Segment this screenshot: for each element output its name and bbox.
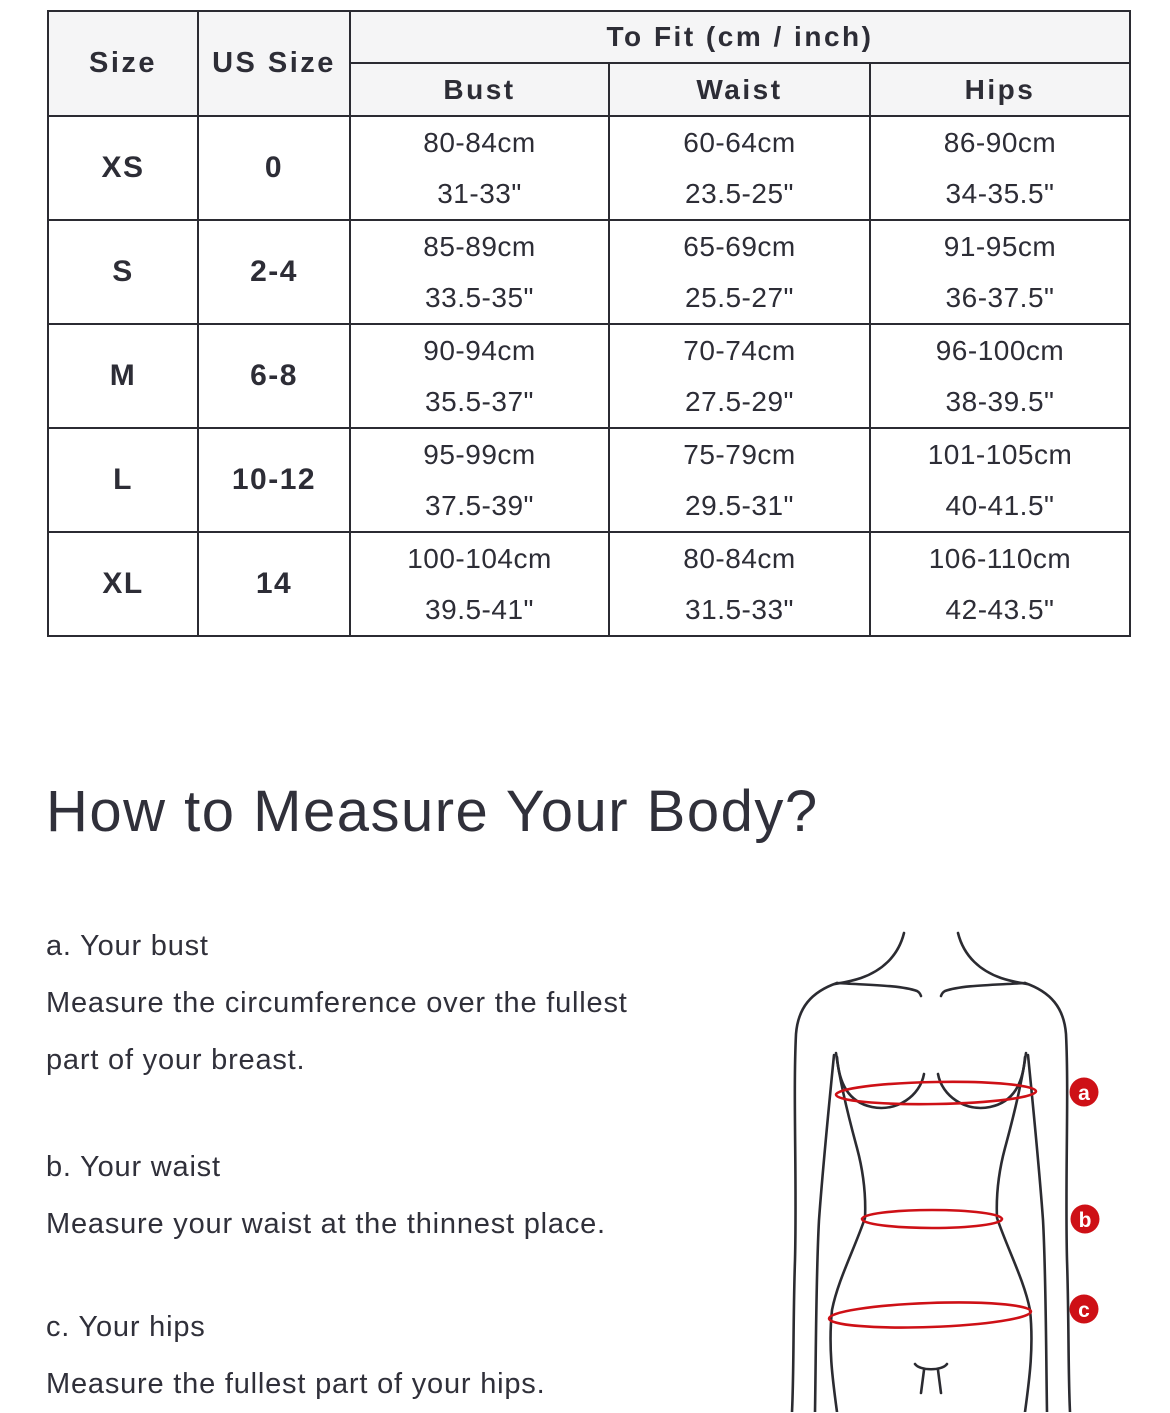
header-us-size: US Size — [198, 11, 350, 116]
bust-inch: 31-33" — [437, 178, 522, 209]
marker-b-label: b — [1078, 1209, 1092, 1232]
header-hips: Hips — [870, 63, 1130, 116]
hips-inch: 38-39.5" — [945, 386, 1055, 417]
page-title: How to Measure Your Body? — [46, 779, 819, 844]
bust-inch: 33.5-35" — [425, 282, 534, 313]
left-neck-line — [835, 933, 904, 984]
table-header-row-top — [48, 11, 1130, 63]
bust-cm: 90-94cm — [423, 335, 536, 366]
hips-cm: 91-95cm — [943, 231, 1057, 262]
waist-cm: 70-74cm — [683, 335, 796, 366]
us-size-label: 2-4 — [198, 220, 350, 324]
right-neck-line — [958, 933, 1027, 984]
us-size-label: 0 — [198, 116, 350, 220]
waist-inch: 23.5-25" — [685, 178, 794, 209]
waist-cm: 80-84cm — [683, 543, 796, 574]
hips-cell — [870, 116, 1130, 220]
hips-cm: 106-110cm — [928, 543, 1072, 574]
table-row-xl — [48, 532, 1130, 636]
waist-cm: 65-69cm — [683, 231, 796, 262]
waist-measure-line — [862, 1210, 1002, 1228]
section-bust-label: a. Your bust — [46, 930, 209, 962]
left-torso-side — [831, 1053, 866, 1412]
header-to-fit: To Fit (cm / inch) — [350, 11, 1130, 63]
hips-cm: 101-105cm — [927, 439, 1073, 470]
size-label: M — [48, 324, 198, 428]
header-waist: Waist — [609, 63, 870, 116]
bust-cm: 85-89cm — [423, 231, 536, 262]
waist-cell — [609, 220, 870, 324]
torso-outline — [792, 933, 1070, 1412]
marker-c-label: c — [1078, 1299, 1090, 1322]
bust-cm: 80-84cm — [423, 127, 536, 158]
hips-measure-line — [829, 1299, 1032, 1330]
bust-inch: 35.5-37" — [425, 386, 534, 417]
waist-cell — [609, 324, 870, 428]
size-chart-table — [47, 10, 1131, 637]
us-size-label: 6-8 — [198, 324, 350, 428]
hips-inch: 36-37.5" — [945, 282, 1055, 313]
marker-a-label: a — [1078, 1082, 1090, 1105]
hips-cm: 96-100cm — [935, 335, 1065, 366]
body-measure-diagram — [778, 920, 1108, 1412]
bust-cm: 100-104cm — [407, 543, 552, 574]
bust-measure-line — [836, 1080, 1036, 1105]
size-label: L — [48, 428, 198, 532]
table-row-l — [48, 428, 1130, 532]
section-bust — [46, 918, 628, 1089]
bust-cell — [350, 220, 609, 324]
waist-cell — [609, 428, 870, 532]
size-label: S — [48, 220, 198, 324]
hips-inch: 34-35.5" — [945, 178, 1055, 209]
waist-inch: 31.5-33" — [685, 594, 794, 625]
bust-cm: 95-99cm — [423, 439, 536, 470]
waist-cell — [609, 532, 870, 636]
us-size-label: 14 — [198, 532, 350, 636]
waist-inch: 27.5-29" — [685, 386, 794, 417]
table-row-xs — [48, 116, 1130, 220]
section-waist-label: b. Your waist — [46, 1151, 221, 1183]
section-hips — [46, 1299, 545, 1413]
bust-cell — [350, 324, 609, 428]
table-row-m — [48, 324, 1130, 428]
header-bust: Bust — [350, 63, 609, 116]
section-bust-text-line2: part of your breast. — [46, 1044, 306, 1076]
measure-lines — [829, 1080, 1037, 1330]
size-label: XL — [48, 532, 198, 636]
hips-inch: 42-43.5" — [945, 594, 1055, 625]
size-label: XS — [48, 116, 198, 220]
bust-cell — [350, 428, 609, 532]
hips-cell — [870, 324, 1130, 428]
hips-cell — [870, 220, 1130, 324]
waist-cm: 75-79cm — [683, 439, 796, 470]
right-shoulder-line — [941, 983, 1025, 996]
bust-inch: 37.5-39" — [425, 490, 534, 521]
bust-cell — [350, 532, 609, 636]
waist-cm: 60-64cm — [683, 127, 796, 158]
section-waist-text-line1: Measure your waist at the thinnest place. — [46, 1208, 606, 1240]
right-torso-side — [997, 1053, 1032, 1412]
measure-markers — [1070, 1078, 1100, 1324]
waist-cell — [609, 116, 870, 220]
section-waist — [46, 1139, 606, 1253]
section-hips-text-line1: Measure the fullest part of your hips. — [46, 1368, 546, 1400]
table-row-s — [48, 220, 1130, 324]
left-shoulder-line — [837, 983, 921, 996]
hips-cell — [870, 428, 1130, 532]
us-size-label: 10-12 — [198, 428, 350, 532]
waist-inch: 29.5-31" — [685, 490, 794, 521]
bust-inch: 39.5-41" — [425, 594, 534, 625]
section-bust-text-line1: Measure the circumference over the fullest — [46, 987, 628, 1019]
waist-inch: 25.5-27" — [685, 282, 794, 313]
hips-cell — [870, 532, 1130, 636]
section-hips-label: c. Your hips — [46, 1311, 206, 1343]
hips-cm: 86-90cm — [943, 127, 1057, 158]
hips-inch: 40-41.5" — [945, 490, 1055, 521]
header-size: Size — [48, 11, 198, 116]
crotch-mark — [915, 1364, 947, 1393]
bust-cell — [350, 116, 609, 220]
